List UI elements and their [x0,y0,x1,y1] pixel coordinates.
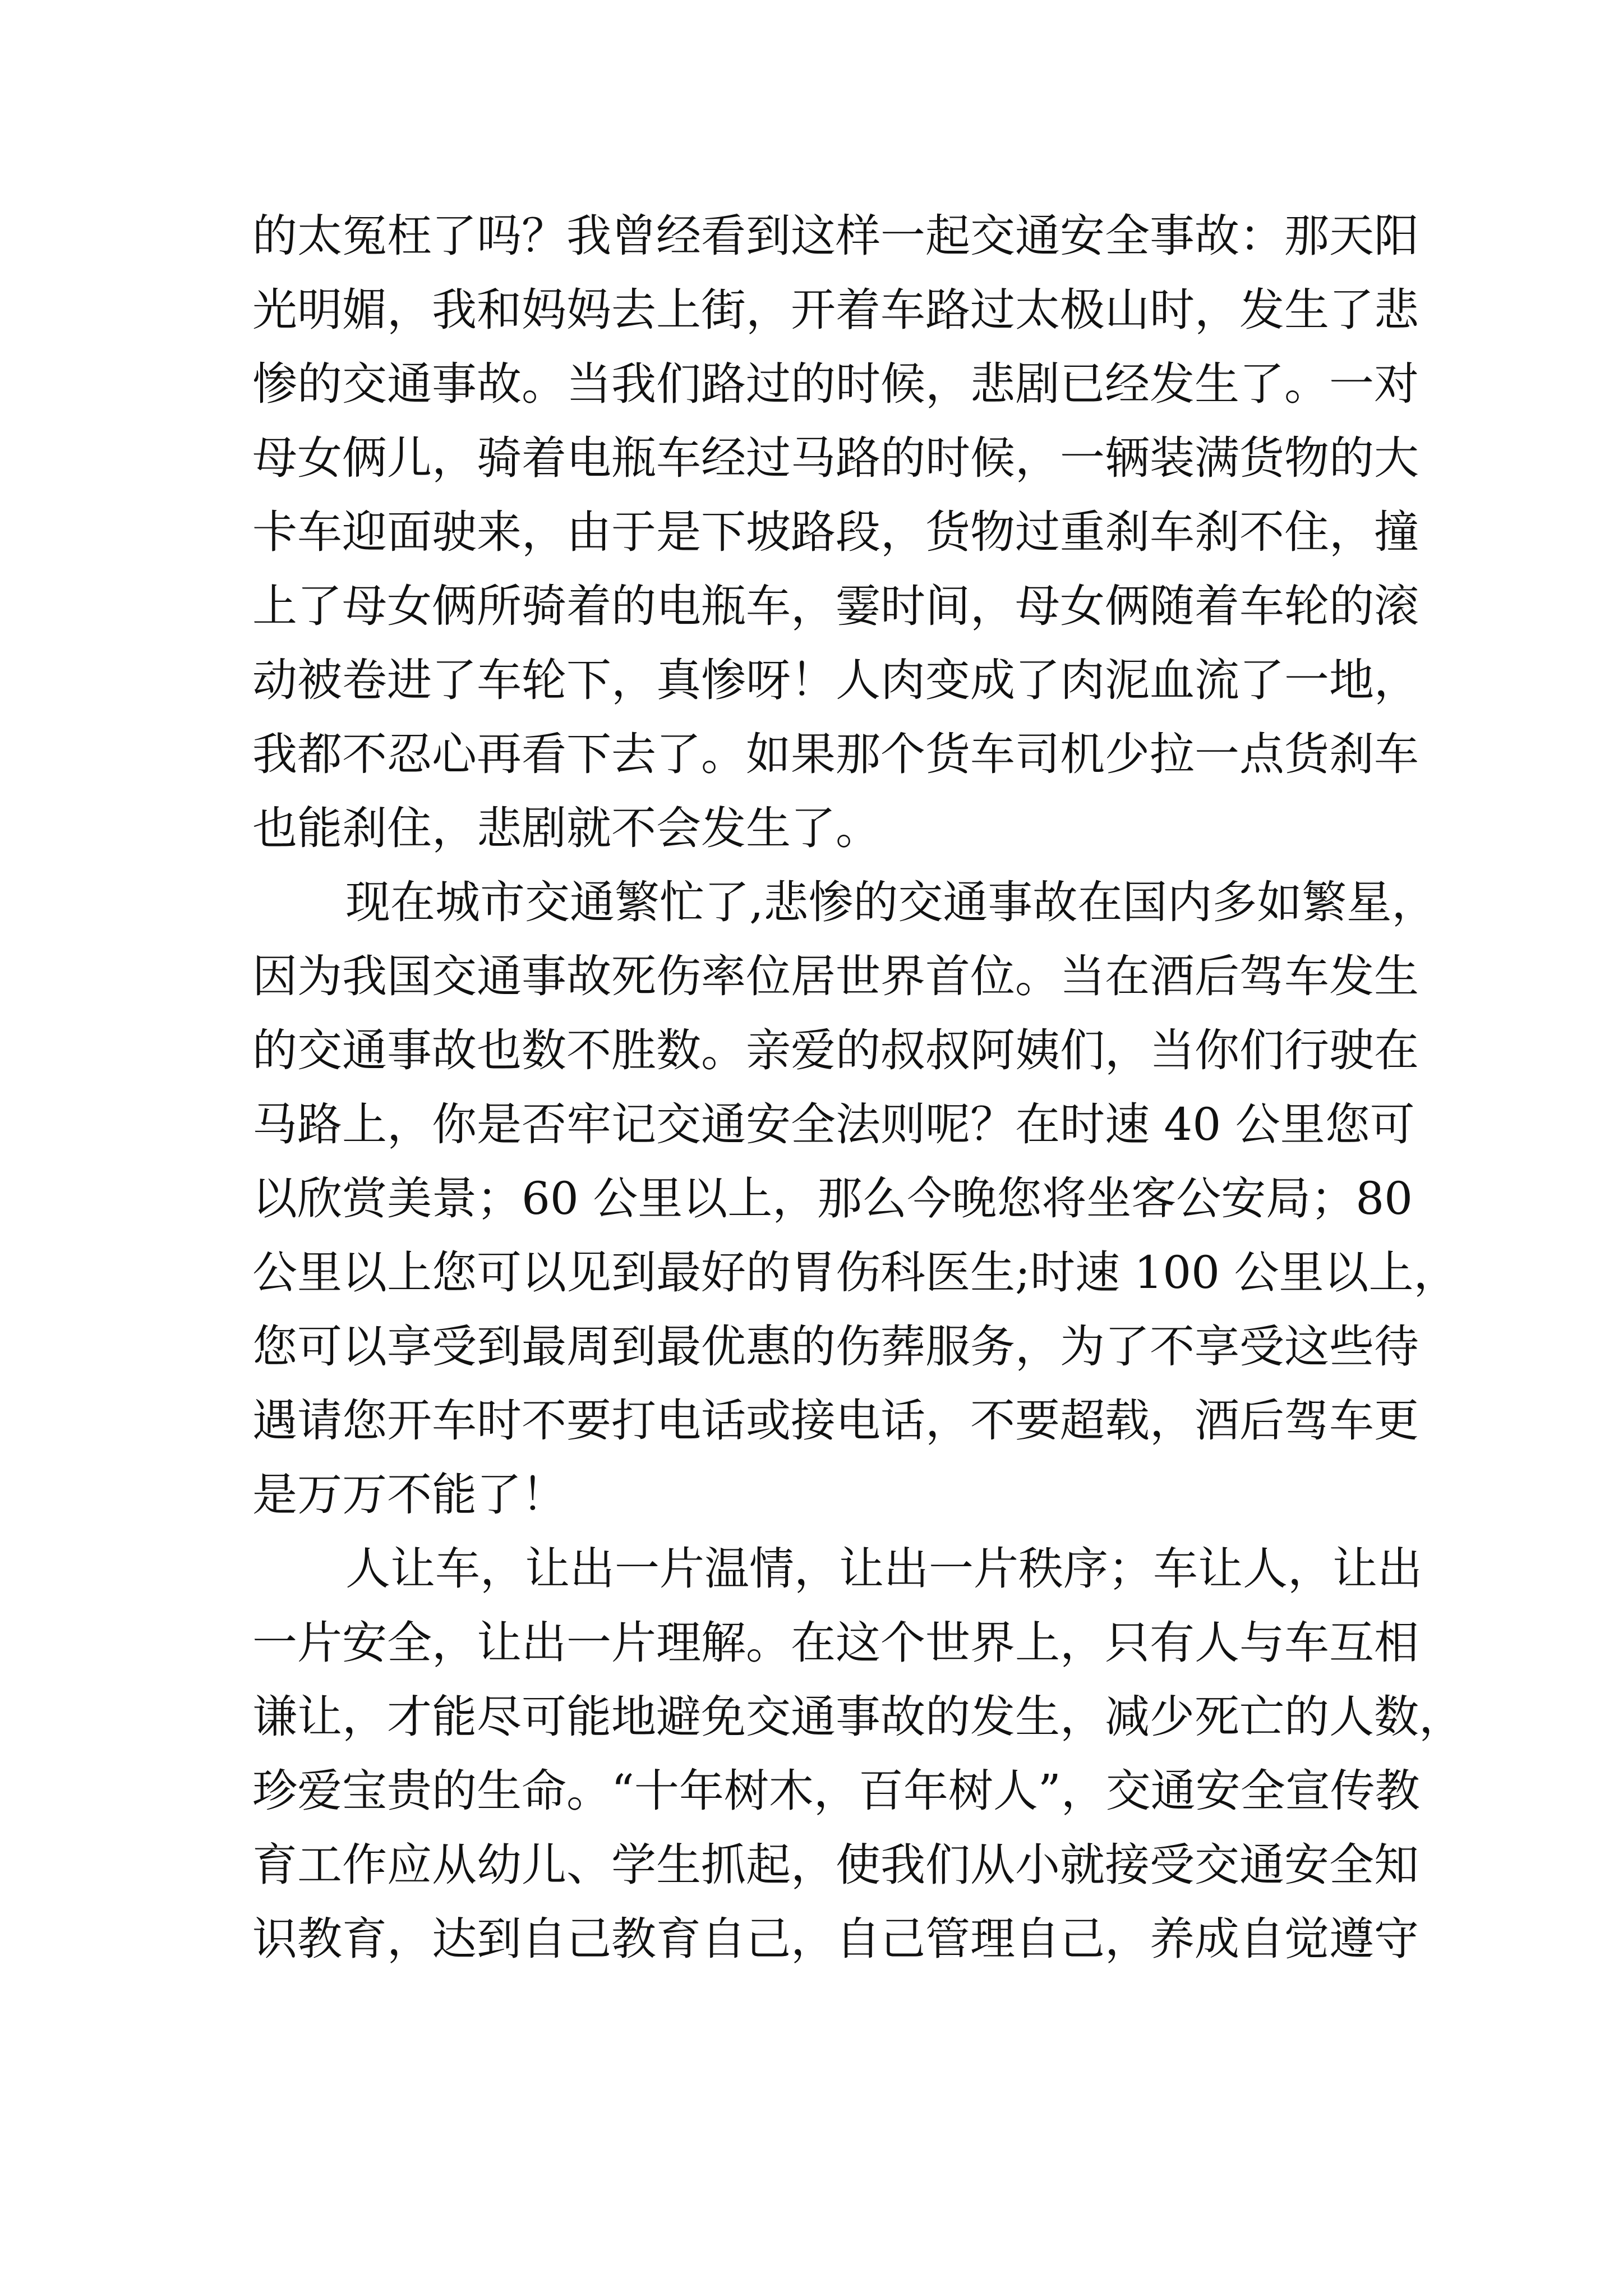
text-line: 光明媚，我和妈妈去上街，开着车路过太极山时，发生了悲 [252,284,1419,336]
text-line: 识教育，达到自己教育自己，自己管理自己，养成自觉遵守 [252,1913,1419,1965]
text-line: 我都不忍心再看下去了。如果那个货车司机少拉一点货刹车 [252,728,1419,780]
text-line: 一片安全，让出一片理解。在这个世界上，只有人与车互相 [252,1617,1419,1669]
text-line: 珍爱宝贵的生命。“十年树木，百年树人”，交通安全宣传教 [252,1765,1420,1817]
text-line: 以欣赏美景；60 公里以上，那么今晚您将坐客公安局；80 [252,1172,1413,1225]
text-line: 也能刹住，悲剧就不会发生了。 [252,802,880,854]
body-text [252,199,1464,1976]
text-line: 动被卷进了车轮下，真惨呀！人肉变成了肉泥血流了一地， [252,654,1419,706]
text-line: 人让车，让出一片温情，让出一片秩序；车让人，让出 [345,1543,1422,1595]
text-line: 谦让，才能尽可能地避免交通事故的发生，减少死亡的人数， [252,1691,1464,1743]
text-line: 育工作应从幼儿、学生抓起，使我们从小就接受交通安全知 [252,1839,1419,1891]
text-line: 是万万不能了！ [252,1469,566,1521]
text-line: 现在城市交通繁忙了,悲惨的交通事故在国内多如繁星， [345,876,1437,928]
text-line: 母女俩儿，骑着电瓶车经过马路的时候，一辆装满货物的大 [252,432,1419,484]
text-line: 上了母女俩所骑着的电瓶车，霎时间，母女俩随着车轮的滚 [252,580,1419,632]
text-line: 因为我国交通事故死伤率位居世界首位。当在酒后驾车发生 [252,950,1419,1002]
text-line: 卡车迎面驶来，由于是下坡路段，货物过重刹车刹不住，撞 [252,506,1419,558]
text-line: 惨的交通事故。当我们路过的时候，悲剧已经发生了。一对 [252,358,1419,410]
text-line: 遇请您开车时不要打电话或接电话，不要超载，酒后驾车更 [252,1395,1419,1447]
text-line: 马路上，你是否牢记交通安全法则呢？在时速 40 公里您可 [252,1098,1415,1151]
text-line: 的太冤枉了吗？我曾经看到这样一起交通安全事故：那天阳 [252,210,1419,262]
text-line: 您可以享受到最周到最优惠的伤葬服务，为了不享受这些待 [252,1320,1419,1373]
text-line: 的交通事故也数不胜数。亲爱的叔叔阿姨们，当你们行驶在 [252,1024,1419,1076]
text-line: 公里以上您可以见到最好的胃伤科医生;时速 100 公里以上， [252,1246,1459,1299]
